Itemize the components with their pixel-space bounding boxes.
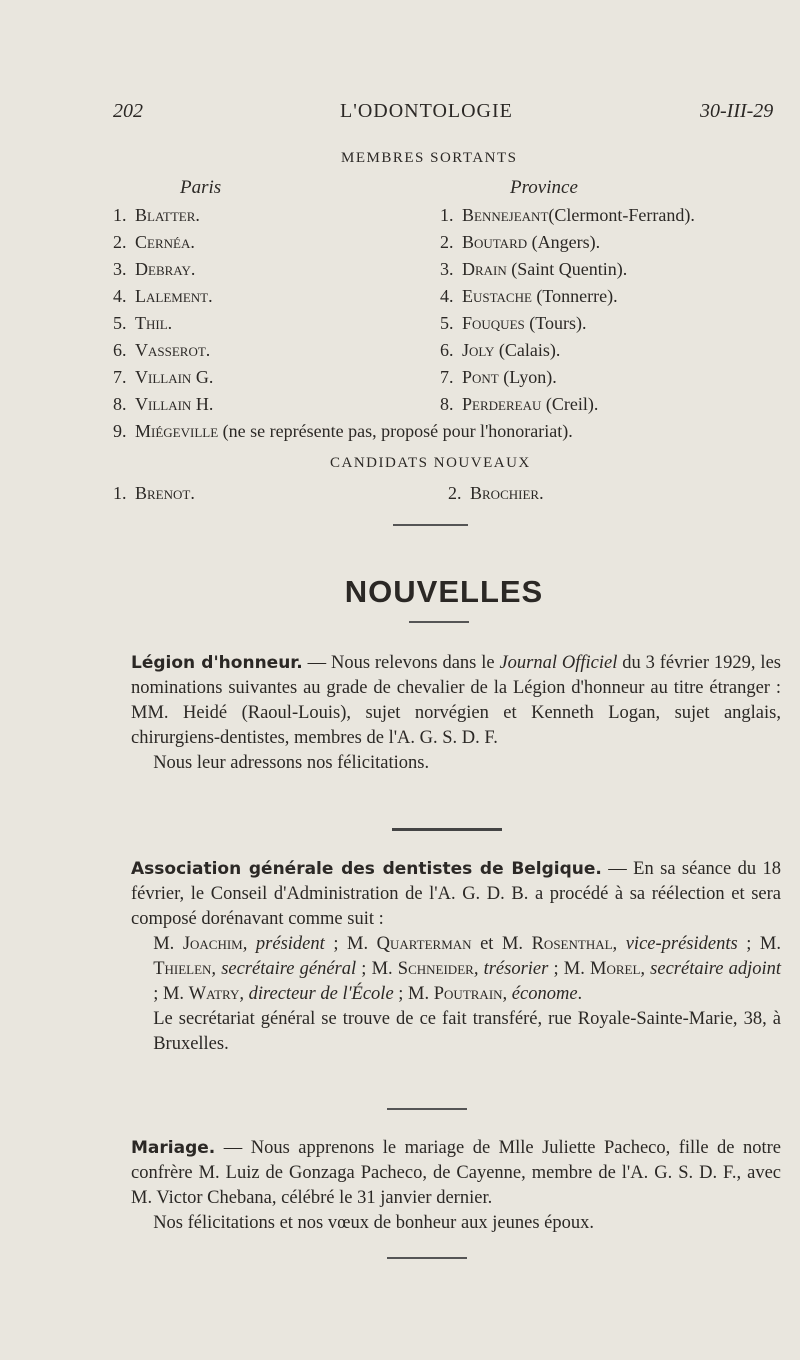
candidate-number: 1. <box>113 483 127 503</box>
journal-name: Journal Officiel <box>499 653 618 673</box>
text: ; M. <box>324 934 377 954</box>
news-text: — Nous apprenons le mariage de Mlle Juliette Pacheco, fille de notre confrère M. Luiz de Gonzaga Pacheco, de Cayenne, membre de l'A. G. S. D. F., avec M. Victor Chebana, célébré le 31 janvier dernier. <box>131 1138 781 1208</box>
member-detail: . <box>208 367 214 387</box>
role: , trésorier <box>473 959 549 979</box>
member-number: 8. <box>440 394 454 414</box>
member-name: Villain H <box>135 394 209 414</box>
member-number: 6. <box>440 340 454 360</box>
member-detail: . <box>167 313 173 333</box>
role: , président <box>242 934 325 954</box>
journal-title: L'ODONTOLOGIE <box>340 100 513 122</box>
province-member-item <box>440 232 600 253</box>
role: , vice-présidents <box>612 934 738 954</box>
paris-member-item <box>113 259 195 280</box>
candidate-detail: . <box>190 483 195 503</box>
person-name: Rosenthal <box>531 934 613 954</box>
member-number: 1. <box>440 205 454 225</box>
member-name: Miégeville <box>135 421 219 441</box>
role: , secrétaire général <box>211 959 357 979</box>
member-number: 8. <box>113 394 127 414</box>
province-member-item <box>440 367 557 388</box>
member-detail: . <box>208 394 214 414</box>
member-name: Perdereau <box>462 394 542 414</box>
member-name: Fouques <box>462 313 525 333</box>
member-number: 1. <box>113 205 127 225</box>
news-text: — En sa séance du 18 février, le Conseil d'Administration de l'A. G. D. B. a procédé à sa réélection et sera composé dorénavant comme suit : <box>131 859 781 929</box>
section-heading-candidats-nouveaux: CANDIDATS NOUVEAUX <box>330 455 531 471</box>
text: ; M. <box>356 959 398 979</box>
news-closing: Le secrétariat général se trouve de ce fait transféré, rue Royale-Sainte-Marie, 38, à Bruxelles. <box>153 1009 781 1054</box>
news-item-association-belgique <box>131 857 781 1057</box>
divider <box>393 524 468 526</box>
person-name: Quarterman <box>376 934 472 954</box>
candidate-item-1 <box>113 483 195 504</box>
province-member-item <box>440 205 695 226</box>
member-detail: . <box>190 259 196 279</box>
member-number: 6. <box>113 340 127 360</box>
news-text: — Nous relevons dans le <box>302 653 500 673</box>
text: . <box>577 984 583 1004</box>
member-number: 7. <box>113 367 127 387</box>
paris-member-item <box>113 394 213 415</box>
text: ; M. <box>153 984 189 1004</box>
news-text: du 3 février 1929, les nominations suivantes au grade de chevalier de la Légion d'honneur au titre étranger : MM. Heidé (Raoul-Louis), sujet norvégien et Kenneth Logan, sujet anglais, chirurgiens-dentistes, membres de l'A. G. S. D. F. <box>131 653 781 748</box>
news-closing: Nous leur adressons nos félicitations. <box>153 753 430 773</box>
member-number: 2. <box>113 232 127 252</box>
member-detail: (Calais). <box>494 340 561 360</box>
text: et M. <box>471 934 532 954</box>
paris-member-item <box>113 205 200 226</box>
person-name: Morel <box>590 959 641 979</box>
candidate-name: Brenot <box>135 483 191 503</box>
person-name: Watry <box>188 984 240 1004</box>
candidate-item-2 <box>448 483 544 504</box>
role: , directeur de l'École <box>239 984 394 1004</box>
member-name: Debray <box>135 259 191 279</box>
member-name: Vasserot <box>135 340 206 360</box>
text: M. <box>153 934 183 954</box>
member-detail: . <box>205 340 211 360</box>
issue-date: 30-III-29 <box>700 100 774 122</box>
member-name: Thil <box>135 313 168 333</box>
news-item-legion-honneur <box>131 651 781 776</box>
divider <box>387 1257 467 1259</box>
province-member-item <box>440 259 627 280</box>
member-detail: (Tonnerre). <box>531 286 618 306</box>
section-title-nouvelles: NOUVELLES <box>344 574 544 609</box>
member-name: Lalement <box>135 286 209 306</box>
paris-member-item <box>113 232 195 253</box>
person-name: Schneider <box>397 959 474 979</box>
member-name: Bennejeant <box>462 205 549 225</box>
province-member-item <box>440 286 618 307</box>
paris-member-item <box>113 286 213 307</box>
divider <box>392 828 502 831</box>
member-name: Eustache <box>462 286 532 306</box>
member-detail: . <box>208 286 213 306</box>
news-title: Légion d'honneur. <box>131 653 303 673</box>
section-heading-membres-sortants: MEMBRES SORTANTS <box>341 150 518 166</box>
news-title: Mariage. <box>131 1138 216 1158</box>
member-name: Drain <box>462 259 507 279</box>
paris-member-item <box>113 367 213 388</box>
candidate-detail: . <box>539 483 544 503</box>
text: ; M. <box>737 934 781 954</box>
member-detail: . <box>190 232 195 252</box>
member-number: 2. <box>440 232 454 252</box>
member-number: 3. <box>440 259 454 279</box>
member-detail: (Angers). <box>527 232 601 252</box>
member-detail: (Tours). <box>524 313 587 333</box>
text: ; M. <box>393 984 434 1004</box>
role: , secrétaire adjoint <box>640 959 782 979</box>
paris-member-item <box>113 313 172 334</box>
member-detail: (Lyon). <box>498 367 557 387</box>
province-member-item <box>440 394 598 415</box>
member-number: 5. <box>113 313 127 333</box>
member-number: 7. <box>440 367 454 387</box>
candidate-number: 2. <box>448 483 462 503</box>
member-detail: . <box>195 205 200 225</box>
role: , économe <box>502 984 578 1004</box>
member-detail: (Clermont-Ferrand). <box>548 205 695 225</box>
member-detail: (Creil). <box>541 394 599 414</box>
member-name: Boutard <box>462 232 528 252</box>
member-item-9 <box>113 421 573 442</box>
divider <box>409 621 469 623</box>
member-name: Villain G <box>135 367 209 387</box>
member-name: Pont <box>462 367 499 387</box>
news-title: Association générale des dentistes de Belgique. <box>131 859 602 879</box>
news-closing: Nos félicitations et nos vœux de bonheur aux jeunes époux. <box>153 1213 595 1233</box>
member-number: 3. <box>113 259 127 279</box>
divider <box>387 1108 467 1110</box>
member-number: 4. <box>113 286 127 306</box>
member-name: Joly <box>462 340 495 360</box>
member-name: Cernéa <box>135 232 191 252</box>
news-item-mariage <box>131 1136 781 1236</box>
text: ; M. <box>548 959 590 979</box>
person-name: Joachim <box>182 934 243 954</box>
candidate-name: Brochier <box>470 483 540 503</box>
board-composition <box>131 932 781 1007</box>
member-number: 5. <box>440 313 454 333</box>
member-number: 4. <box>440 286 454 306</box>
province-member-item <box>440 340 560 361</box>
person-name: Thielen <box>153 959 212 979</box>
member-number: 9. <box>113 421 127 441</box>
column-heading-province: Province <box>510 177 578 198</box>
member-detail: (Saint Quentin). <box>506 259 628 279</box>
province-member-item <box>440 313 586 334</box>
member-detail: (ne se représente pas, proposé pour l'honorariat). <box>218 421 573 441</box>
page-number: 202 <box>113 100 143 122</box>
member-name: Blatter <box>135 205 196 225</box>
column-heading-paris: Paris <box>180 177 222 198</box>
paris-member-item <box>113 340 210 361</box>
person-name: Poutrain <box>433 984 503 1004</box>
